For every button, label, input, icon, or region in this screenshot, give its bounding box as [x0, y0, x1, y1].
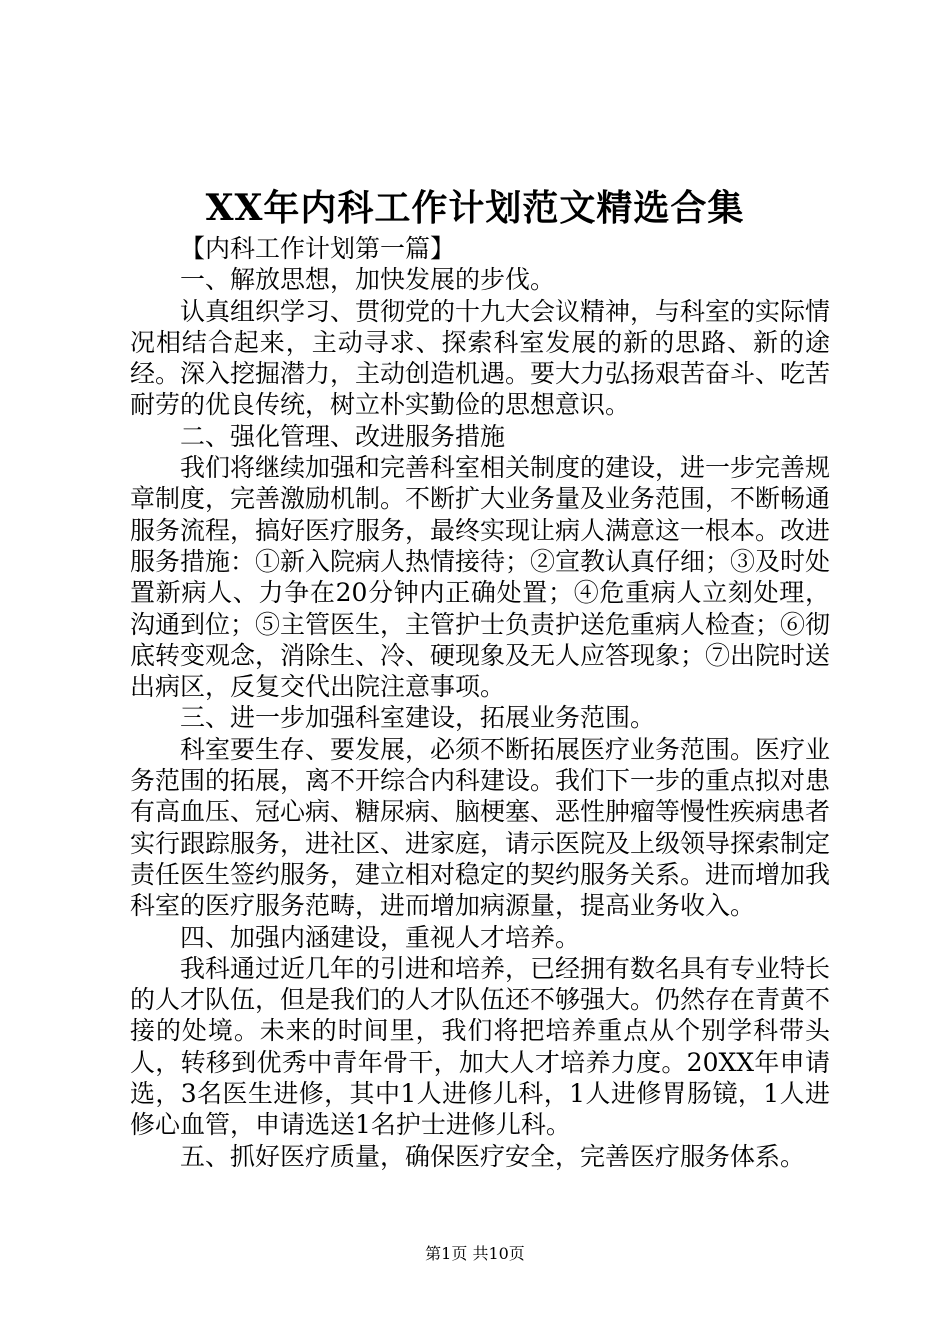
paragraph: 认真组织学习、贯彻党的十九大会议精神，与科室的实际情况相结合起来，主动寻求、探索科室发展的新的思路、新的途经。深入挖掘潜力，主动创造机遇。要大力弘扬艰苦奋斗、吃苦耐劳的优良传统，树立朴实勤俭的思想意识。	[130, 296, 831, 420]
subheading: 二、强化管理、改进服务措施	[180, 421, 506, 451]
paragraph: 我们将继续加强和完善科室相关制度的建设，进一步完善规章制度，完善激励机制。不断扩大业务量及业务范围，不断畅通服务流程，搞好医疗服务，最终实现让病人满意这一根本。改进服务措施：①新入院病人热情接待；②宣教认真仔细；③及时处置新病人、力争在20分钟内正确处置；④危重病人立刻处理，沟通到位；⑤主管医生，主管护士负责护送危重病人检查；⑥彻底转变观念，消除生、冷、硬现象及无人应答现象；⑦出院时送出病区，反复交代出院注意事项。	[130, 453, 831, 702]
subheading: 一、解放思想，加快发展的步伐。	[180, 265, 556, 295]
section-heading: 【内科工作计划第一篇】	[180, 234, 456, 263]
document-body	[130, 233, 830, 1172]
subheading: 三、进一步加强科室建设，拓展业务范围。	[180, 703, 656, 733]
subheading: 四、加强内涵建设，重视人才培养。	[180, 922, 581, 952]
paragraph: 我科通过近几年的引进和培养，已经拥有数名具有专业特长的人才队伍，但是我们的人才队伍还不够强大。仍然存在青黄不接的处境。未来的时间里，我们将把培养重点从个别学科带头人，转移到优秀中青年骨干，加大人才培养力度。20XX年申请选，3名医生进修，其中1人进修儿科，1人进修胃肠镜，1人进修心血管，申请选送1名护士进修儿科。	[130, 953, 831, 1140]
page-number-footer: 第1页 共10页	[425, 1244, 525, 1263]
paragraph: 科室要生存、要发展，必须不断拓展医疗业务范围。医疗业务范围的拓展，离不开综合内科建设。我们下一步的重点拟对患有高血压、冠心病、糖尿病、脑梗塞、恶性肿瘤等慢性疾病患者实行跟踪服务，进社区、进家庭，请示医院及上级领导探索制定责任医生签约服务，建立相对稳定的契约服务关系。进而增加我科室的医疗服务范畴，进而增加病源量，提高业务收入。	[130, 734, 831, 921]
subheading: 五、抓好医疗质量，确保医疗安全，完善医疗服务体系。	[180, 1141, 806, 1171]
document-title: XX年内科工作计划范文精选合集	[205, 187, 745, 229]
